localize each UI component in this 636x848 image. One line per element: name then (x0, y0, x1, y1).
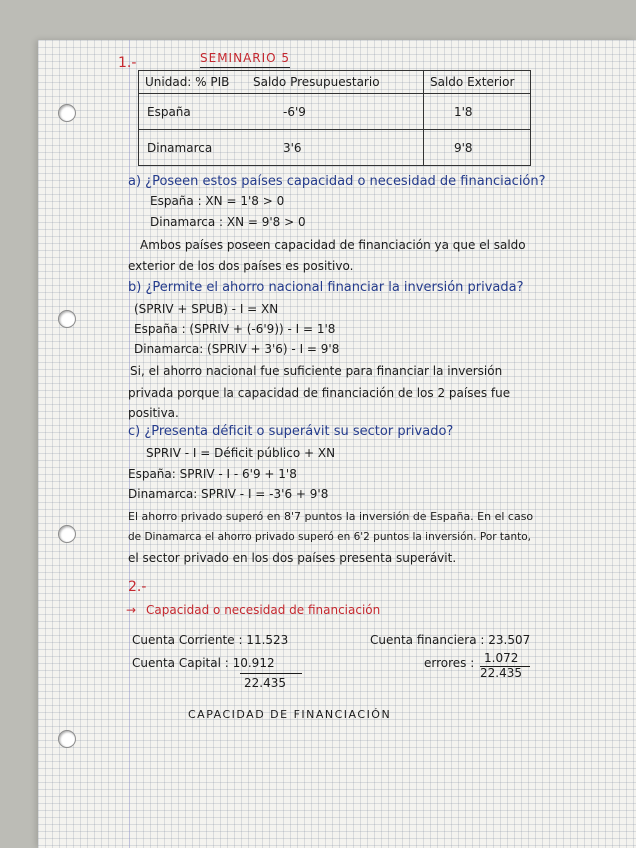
errors-numerator: 1.072 (484, 651, 519, 665)
table-header-external: Saldo Exterior (424, 71, 531, 94)
table-header-row (139, 71, 531, 94)
errors-denominator: 22.435 (480, 666, 522, 680)
answer-line: Ambos países poseen capacidad de financiación ya que el saldo (140, 238, 526, 252)
table-cell-external: 1'8 (424, 94, 531, 130)
answer-line: SPRIV - I = Déficit público + XN (146, 446, 336, 460)
answer-line: España : (SPRIV + (-6'9)) - I = 1'8 (134, 322, 336, 336)
answer-line: positiva. (128, 406, 179, 420)
balance-table (138, 70, 531, 166)
conclusion: CAPACIDAD DE FINANCIACIÓN (188, 708, 392, 721)
question-a: a) ¿Poseen estos países capacidad o necesidad de financiación? (128, 174, 546, 189)
binder-hole-icon (58, 310, 76, 328)
section-1-number: 1.- (118, 55, 137, 71)
section-2-title: Capacidad o necesidad de financiación (146, 603, 381, 617)
financial-account: Cuenta financiera : 23.507 (370, 633, 531, 647)
answer-line: Dinamarca: SPRIV - I = -3'6 + 9'8 (128, 487, 329, 501)
binder-hole-icon (58, 525, 76, 543)
answer-line: el sector privado en los dos países presenta superávit. (128, 551, 457, 565)
answer-line: España: SPRIV - I - 6'9 + 1'8 (128, 467, 297, 481)
errors-label: errores : (424, 656, 475, 670)
table-row (139, 94, 531, 130)
table-row (139, 130, 531, 166)
question-b: b) ¿Permite el ahorro nacional financiar la inversión privada? (128, 280, 524, 295)
answer-line: privada porque la capacidad de financiación de los 2 países fue (128, 386, 511, 400)
binder-hole-icon (58, 730, 76, 748)
binder-hole-icon (58, 104, 76, 122)
answer-line: España : XN = 1'8 > 0 (150, 194, 285, 208)
table-header-budget: Saldo Presupuestario (247, 71, 424, 94)
table-cell-budget: -6'9 (247, 94, 424, 130)
current-account: Cuenta Corriente : 11.523 (132, 633, 289, 647)
page-margin-line (129, 40, 130, 848)
arrow-icon: → (126, 603, 137, 617)
seminar-title: SEMINARIO 5 (200, 51, 290, 68)
table-header-unit: Unidad: % PIB (139, 71, 248, 94)
answer-line: (SPRIV + SPUB) - I = XN (134, 302, 279, 316)
sum-line (240, 673, 302, 674)
answer-line: exterior de los dos países es positivo. (128, 259, 354, 273)
section-2-number: 2.- (128, 579, 147, 595)
answer-line: El ahorro privado superó en 8'7 puntos la inversión de España. En el caso (128, 510, 534, 523)
table-cell-country: Dinamarca (139, 130, 248, 166)
table-cell-country: España (139, 94, 248, 130)
accounts-sum: 22.435 (244, 676, 286, 690)
answer-line: Dinamarca: (SPRIV + 3'6) - I = 9'8 (134, 342, 340, 356)
table-cell-external: 9'8 (424, 130, 531, 166)
table-cell-budget: 3'6 (247, 130, 424, 166)
answer-line: de Dinamarca el ahorro privado superó en 6'2 puntos la inversión. Por tanto, (128, 531, 532, 543)
capital-account: Cuenta Capital : 10.912 (132, 656, 275, 670)
answer-line: Dinamarca : XN = 9'8 > 0 (150, 215, 306, 229)
question-c: c) ¿Presenta déficit o superávit su sector privado? (128, 424, 454, 439)
answer-line: Si, el ahorro nacional fue suficiente para financiar la inversión (130, 364, 503, 378)
